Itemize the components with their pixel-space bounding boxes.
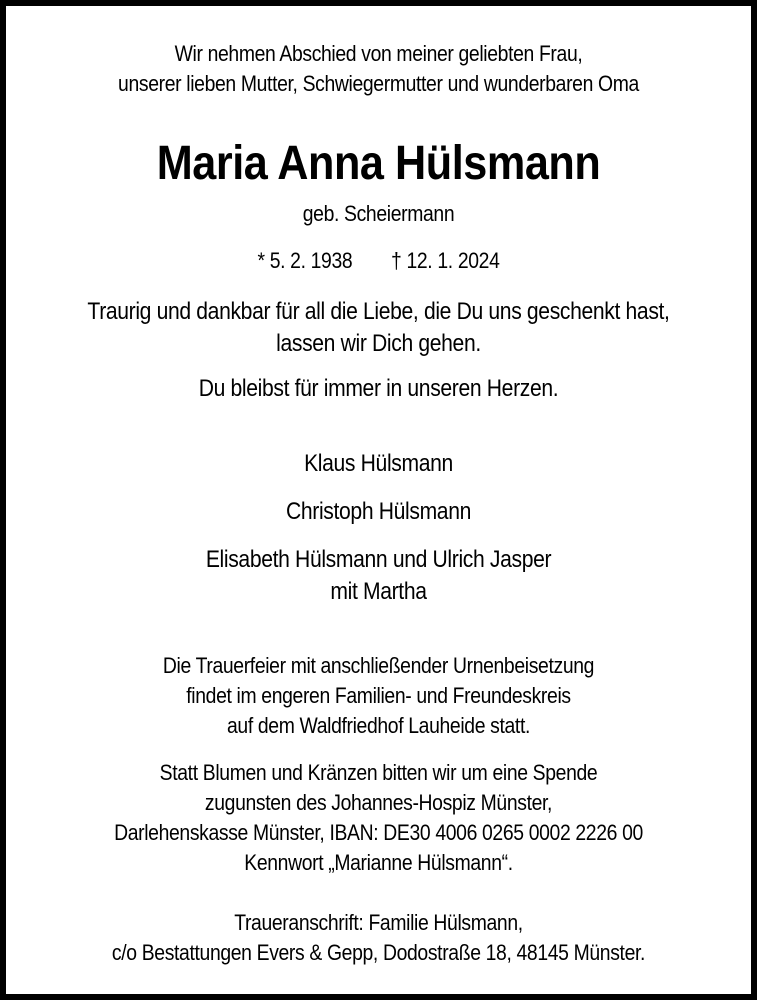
address-line-2: c/o Bestattungen Evers & Gepp, Dodostraße 18, 48145 Münster. <box>111 940 646 965</box>
farewell-line-2: lassen wir Dich gehen. <box>276 330 481 357</box>
obituary-notice <box>6 6 751 994</box>
deceased-name: Maria Anna Hülsmann <box>156 137 601 190</box>
birth-date: * 5. 2. 1938 <box>257 248 353 273</box>
mourner-1: Klaus Hülsmann <box>304 450 453 477</box>
intro-line-2: unserer lieben Mutter, Schwiegermutter und wunderbaren Oma <box>118 71 639 96</box>
mourner-3-addendum: mit Martha <box>330 578 427 605</box>
ceremony-line-1: Die Trauerfeier mit anschließender Urnenbeisetzung <box>162 653 595 678</box>
remembrance-text: Du bleibst für immer in unseren Herzen. <box>198 375 559 402</box>
donation-line-1: Statt Blumen und Kränzen bitten wir um eine Spende <box>159 760 598 785</box>
donation-iban: Darlehenskasse Münster, IBAN: DE30 4006 0265 0002 2226 00 <box>114 820 643 845</box>
donation-keyword: Kennwort „Marianne Hülsmann“. <box>244 850 513 875</box>
ceremony-line-3: auf dem Waldfriedhof Lauheide statt. <box>226 713 531 738</box>
life-dates <box>51 246 707 276</box>
mourner-2: Christoph Hülsmann <box>285 498 471 525</box>
donation-line-2: zugunsten des Johannes-Hospiz Münster, <box>204 790 553 815</box>
intro-line-1: Wir nehmen Abschied von meiner geliebten Frau, <box>174 41 583 66</box>
ceremony-line-2: findet im engeren Familien- und Freundeskreis <box>186 683 571 708</box>
address-line-1: Traueranschrift: Familie Hülsmann, <box>234 910 523 935</box>
death-date: † 12. 1. 2024 <box>391 248 500 273</box>
maiden-name: geb. Scheiermann <box>302 201 455 226</box>
farewell-line-1: Traurig und dankbar für all die Liebe, die Du uns geschenkt hast, <box>87 298 670 325</box>
mourner-3: Elisabeth Hülsmann und Ulrich Jasper <box>205 546 552 573</box>
